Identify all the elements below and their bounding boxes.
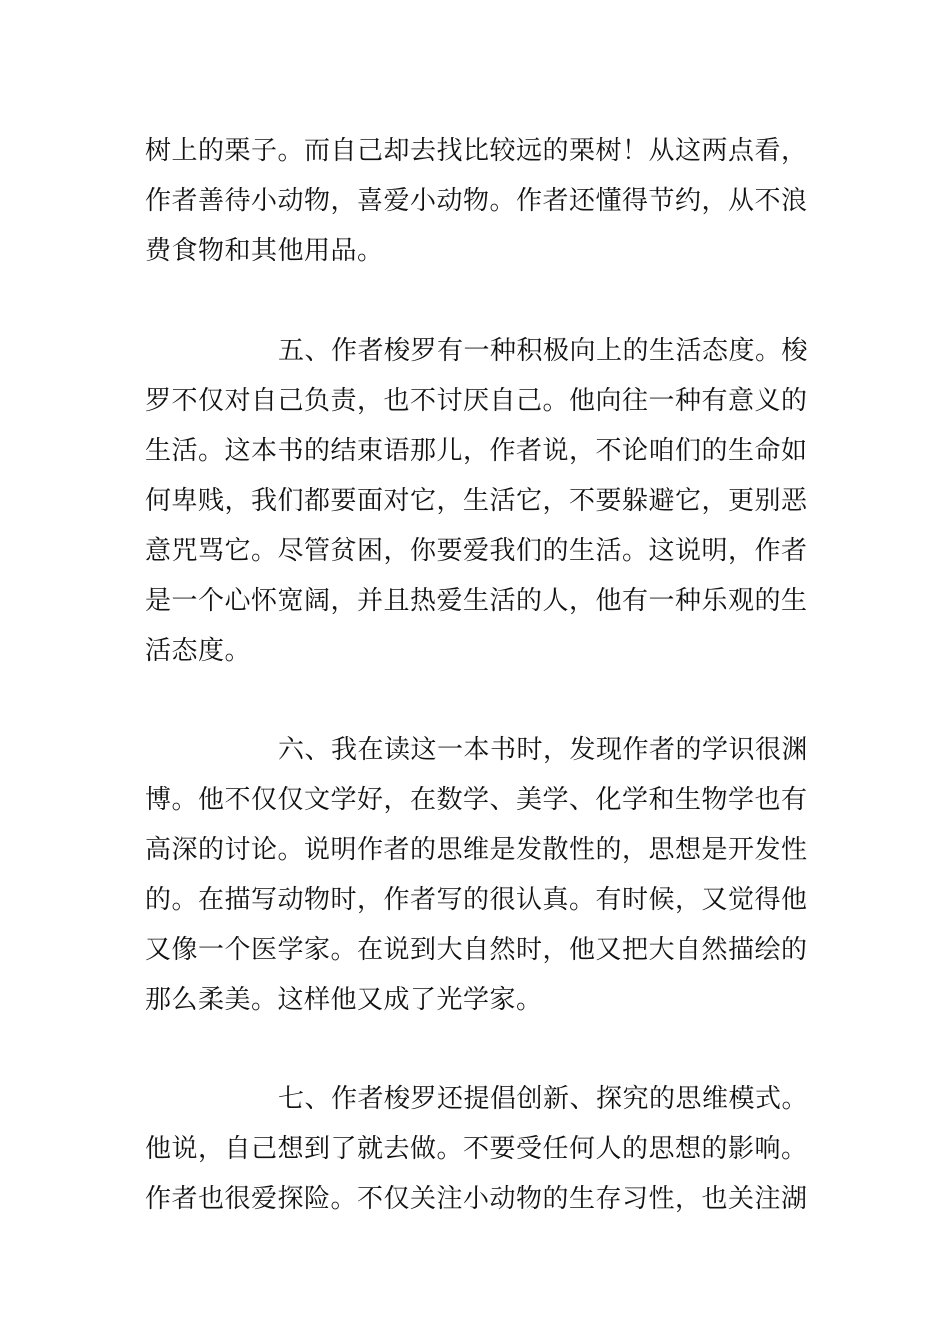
paragraph-seven-first-line: 七、作者梭罗还提倡创新、探究的思维模式。	[278, 1084, 809, 1114]
text-line: 作者也很爱探险。不仅关注小动物的生存习性，也关注湖	[145, 1184, 808, 1214]
text-line: 那么柔美。这样他又成了光学家。	[145, 985, 543, 1015]
text-line: 何卑贱，我们都要面对它，生活它，不要躲避它，更别恶	[145, 486, 808, 516]
text-line: 费食物和其他用品。	[145, 236, 384, 266]
text-line: 作者善待小动物，喜爱小动物。作者还懂得节约，从不浪	[145, 186, 808, 216]
text-line: 博。他不仅仅文学好，在数学、美学、化学和生物学也有	[145, 785, 808, 815]
text-line: 活态度。	[145, 636, 252, 666]
text-line: 高深的讨论。说明作者的思维是发散性的，思想是开发性	[145, 835, 808, 865]
text-line: 罗不仅对自己负责，也不讨厌自己。他向往一种有意义的	[145, 386, 808, 416]
text-line: 又像一个医学家。在说到大自然时，他又把大自然描绘的	[145, 935, 808, 965]
text-line: 生活。这本书的结束语那儿，作者说，不论咱们的生命如	[145, 436, 808, 466]
paragraph-six-first-line: 六、我在读这一本书时，发现作者的学识很渊	[278, 735, 809, 765]
text-line: 树上的栗子。而自己却去找比较远的栗树！从这两点看，	[145, 136, 808, 166]
text-line: 的。在描写动物时，作者写的很认真。有时候，又觉得他	[145, 885, 808, 915]
text-line: 意咒骂它。尽管贫困，你要爱我们的生活。这说明，作者	[145, 536, 808, 566]
paragraph-five-first-line: 五、作者梭罗有一种积极向上的生活态度。梭	[278, 336, 809, 366]
text-line: 是一个心怀宽阔，并且热爱生活的人，他有一种乐观的生	[145, 586, 808, 616]
text-line: 他说，自己想到了就去做。不要受任何人的思想的影响。	[145, 1134, 808, 1164]
